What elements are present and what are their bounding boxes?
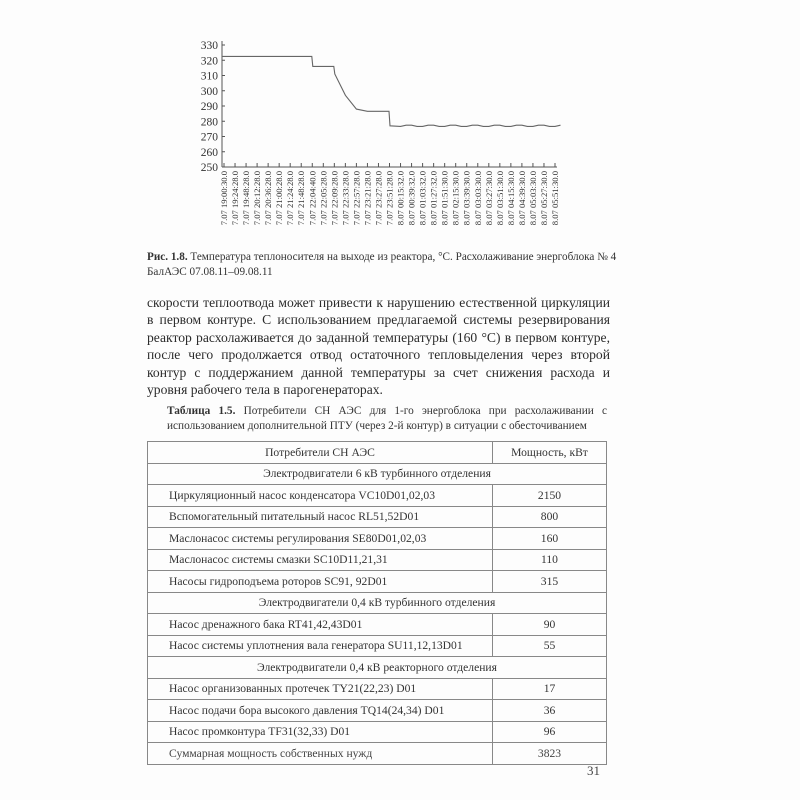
consumer-power: 2150 [493,485,607,507]
table-row [148,549,607,571]
x-tick-label: 7.07 21:48:28.0 [296,171,307,226]
header-power: Мощность, кВт [493,442,607,464]
x-tick-label: 7.07 21:00:28.0 [274,171,285,226]
table-row [148,700,607,722]
x-tick-label: 7.07 20:12:28.0 [252,171,263,226]
table-row [148,485,607,507]
x-tick-label: 7.07 23:21:28.0 [362,171,373,226]
table-row [148,614,607,636]
x-tick-label: 7.07 20:36:28.0 [263,171,274,226]
x-tick-label: 8.07 02:15:30.0 [450,171,461,226]
x-tick-label: 7.07 21:24:28.0 [285,171,296,226]
table-caption-text: Потребители СН АЭС для 1-го энергоблока при расхолаживании с использованием дополнительной ПТУ (через 2-й контур) в ситуации с обесточиванием [167,405,607,432]
x-tick-label: 8.07 00:39:32.0 [406,171,417,226]
table-section-row [148,657,607,679]
consumer-name: Насос промконтура TF31(32,33) D01 [148,721,493,743]
temperature-line [222,56,561,126]
x-tick-label: 8.07 01:51:30.0 [439,171,450,226]
x-tick-label: 7.07 22:57:28.0 [351,171,362,226]
y-tick-label: 280 [200,116,218,129]
x-tick-label: 8.07 00:15:32.0 [395,171,406,226]
y-tick-label: 300 [200,85,218,98]
page-number: 31 [587,763,600,778]
table-caption [167,404,607,433]
section-title: Электродвигатели 0,4 кВ реакторного отделения [148,657,607,679]
consumer-power: 36 [493,700,607,722]
temperature-line-chart [190,35,570,245]
y-tick-label: 290 [200,101,218,113]
figure-caption-label: Рис. 1.8. [147,251,188,263]
consumer-name: Насос подачи бора высокого давления TQ14(24,34) D01 [148,700,493,722]
x-tick-label: 8.07 01:27:32.0 [428,171,439,226]
consumer-name: Вспомогательный питательный насос RL51,52D01 [148,506,493,528]
y-tick-label: 320 [200,55,218,68]
consumers-table [147,441,607,765]
x-tick-label: 7.07 23:27:28.0 [373,171,384,226]
table-total-row [148,743,607,765]
consumer-power: 55 [493,635,607,657]
x-tick-label: 7.07 22:33:28.0 [340,171,351,226]
total-label: Суммарная мощность собственных нужд [148,743,493,765]
x-tick-label: 7.07 19:00:30.0 [219,171,229,226]
consumer-name: Насосы гидроподъема роторов SC91, 92D01 [148,571,493,593]
x-tick-label: 8.07 03:03:30.0 [472,171,483,226]
consumer-name: Маслонасос системы регулирования SE80D01,02,03 [148,528,493,550]
y-tick-label: 310 [200,70,218,83]
consumer-name: Циркуляционный насос конденсатора VC10D01,02,03 [148,485,493,507]
table-header-row [148,442,607,464]
x-tick-label: 8.07 03:27:30.0 [483,171,494,226]
x-tick-label: 8.07 01:03:32.0 [417,171,428,226]
table-row [148,506,607,528]
consumer-power: 315 [493,571,607,593]
section-title: Электродвигатели 6 кВ турбинного отделения [148,463,607,485]
consumer-power: 90 [493,614,607,636]
consumer-name: Маслонасос системы смазки SC10D11,21,31 [148,549,493,571]
x-tick-label: 7.07 22:09:28.0 [329,171,340,226]
x-tick-label: 7.07 19:24:28.0 [230,171,241,226]
consumer-power: 96 [493,721,607,743]
y-tick-label: 260 [200,146,218,159]
x-tick-label: 8.07 05:03:30.0 [527,171,538,226]
x-tick-label: 7.07 19:48:28.0 [241,171,252,226]
consumer-name: Насос системы уплотнения вала генератора SU11,12,13D01 [148,635,493,657]
y-tick-label: 250 [200,162,218,174]
x-tick-label: 8.07 03:51:30.0 [494,171,505,226]
x-tick-label: 8.07 04:39:30.0 [516,171,527,226]
table-row [148,721,607,743]
section-title: Электродвигатели 0,4 кВ турбинного отделения [148,592,607,614]
x-tick-label: 7.07 23:51:28.0 [384,171,395,226]
x-tick-label: 8.07 05:51:30.0 [550,171,560,226]
figure-caption [147,250,617,280]
consumer-name: Насос организованных протечек TY21(22,23) D01 [148,678,493,700]
consumer-name: Насос дренажного бака RT41,42,43D01 [148,614,493,636]
table-row [148,571,607,593]
header-consumers: Потребители СН АЭС [148,442,493,464]
table-caption-label: Таблица 1.5. [167,405,236,417]
figure-caption-text: Температура теплоносителя на выходе из реактора, °С. Расхолаживание энергоблока № 4 БалАЭС 07.08.11–09.08.11 [147,251,617,278]
x-tick-label: 7.07 22:05:28.0 [318,171,329,226]
x-tick-label: 8.07 03:39:30.0 [461,171,472,226]
consumer-power: 800 [493,506,607,528]
consumer-power: 110 [493,549,607,571]
consumer-power: 17 [493,678,607,700]
table-section-row [148,592,607,614]
x-tick-label: 8.07 05:27:30.0 [538,171,549,226]
table-row [148,678,607,700]
body-paragraph: скорости теплоотвода может привести к нарушению естественной циркуляции в первом контуре. С использованием предлагаемой системы резервирования реактор расхолаживается до заданной температуры (160 °С) в первом контуре, после чего продолжается отвод остаточного тепловыделения через второй контур с поддержанием данной температуры за счет снижения расхода и уровня рабочего тела в парогенераторах. [147,295,610,398]
x-tick-label: 8.07 04:15:30.0 [505,171,516,226]
table-row [148,528,607,550]
table-section-row [148,463,607,485]
consumer-power: 160 [493,528,607,550]
y-tick-label: 330 [200,40,218,52]
y-tick-label: 270 [200,131,218,144]
table-row [148,635,607,657]
x-tick-label: 7.07 22:04:40.0 [307,171,318,226]
total-power: 3823 [493,743,607,765]
